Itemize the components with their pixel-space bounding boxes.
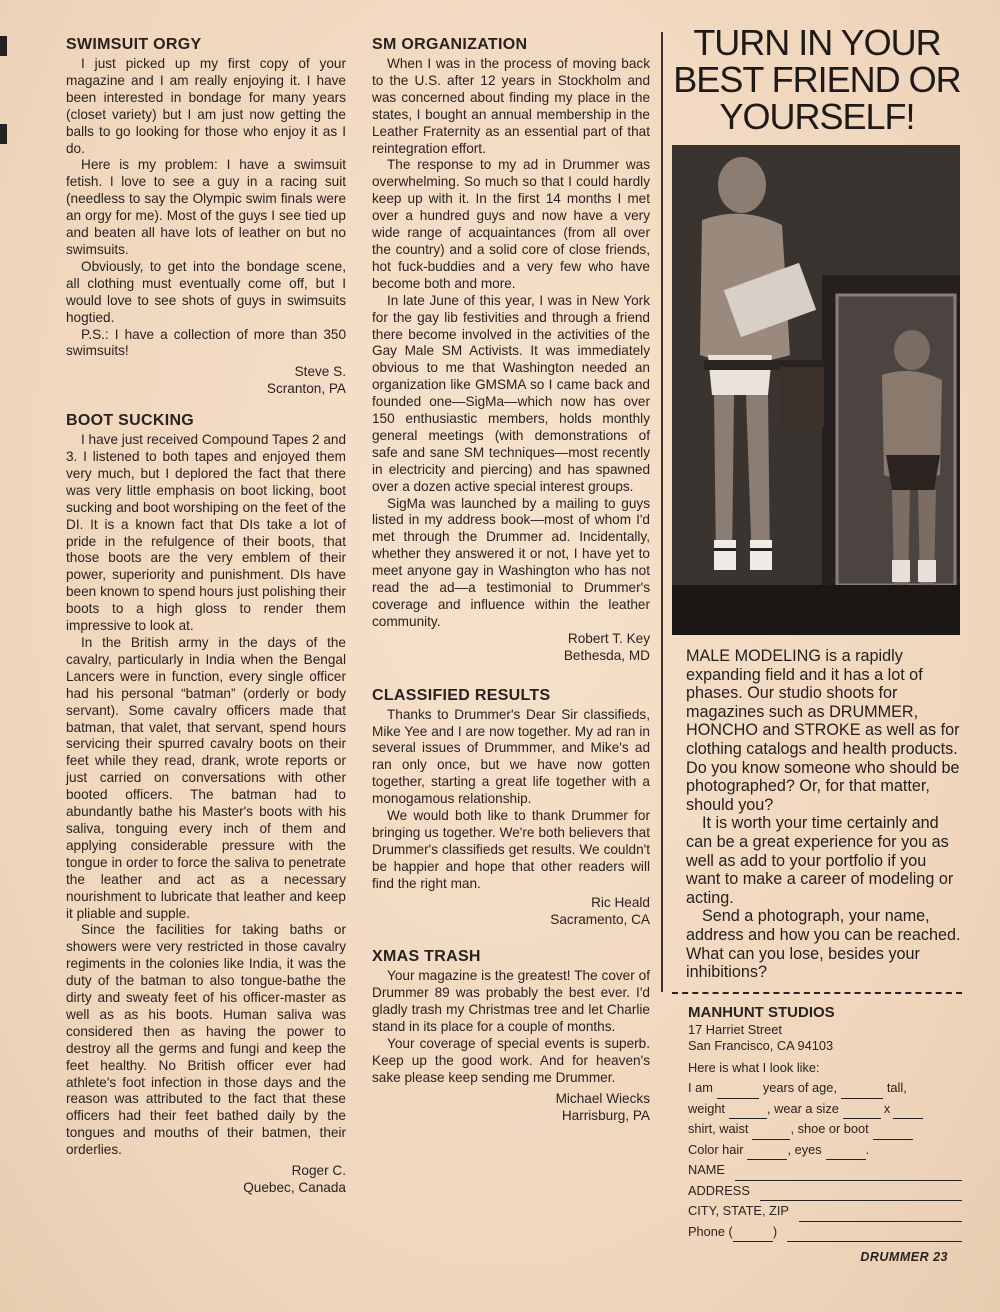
city-state-zip-field[interactable]: [799, 1209, 962, 1222]
phone-field[interactable]: [787, 1229, 962, 1242]
letter-paragraph: Your coverage of special events is superb. Keep up the good work. And for heaven's sake please keep sending me Drummer.: [372, 1036, 650, 1085]
page-folio: DRUMMER 23: [860, 1250, 948, 1264]
coupon-line-color: [688, 1140, 962, 1161]
coupon-label: shirt, waist: [688, 1121, 749, 1137]
letter-paragraph: I just picked up my first copy of your magazine and I am really enjoying it. I have been interested in bondage for many years (closet variety) but I am just now getting the balls to go looking for those who enjoy it as I do.: [66, 56, 346, 156]
print-edge-mark: [0, 124, 7, 144]
coupon-label: ): [772, 1223, 778, 1239]
letter-signature-name: Ric Heald: [591, 894, 650, 910]
letter-paragraph: The response to my ad in Drummer was overwhelming. So much so that I could hardly keep up with it. In the first 14 months I met over a hundred guys and now have a very wide range of acquaintances (from all over the country) and a solid core of close friends, hot fuck-buddies and a very few who have become both and more.: [372, 157, 650, 291]
coupon-line-address: [688, 1181, 962, 1202]
letter-paragraph: Your magazine is the greatest! The cover of Drummer 89 was probably the best ever. I'd gladly trash my Christmas tree and let Charlie stand in its place for a couple of months.: [372, 968, 650, 1035]
column-divider: [661, 32, 663, 992]
letter-paragraph: Since the facilities for taking baths or showers were very restricted in those cavalry regiments in the colonies like India, it was the duty of the batman to also tongue-bathe the dirty and sweaty feet of his officer-master as well as as his boots. Human saliva was considered then as having the power to destroy all the germs and fungi and keep the feet healthy. No British officer ever had athlete's foot infection in those days and the reason was attributed to the fact that these officers had their feet bathed daily by the tongues and mouths of their batmen, their orderlies.: [66, 922, 346, 1158]
letter-signature-name: Michael Wiecks: [555, 1090, 650, 1106]
letter-signature-name: Robert T. Key: [567, 630, 650, 646]
coupon-label: Color hair: [688, 1141, 744, 1157]
coupon-line-weight: [688, 1099, 962, 1120]
letter-paragraph: In late June of this year, I was in New York for the gay lib festivities and through a friend there become involved in the activities of the Gay Male SM Activists. It was immediately obvious to me that Washington needed an organization like GMSMA so I came back and founded one—SigMa—which now has over 150 enthusiastic members, holds monthly general meetings (with demonstrations of safe and sane SM techniques—most recently in electricity and piercing) and has spawned over a dozen active special interest groups.: [372, 292, 650, 494]
letter-paragraph: In the British army in the days of the cavalry, particularly in India when the Bengal Lancers were in function, every single officer had his personal “batman” (orderly or body servant). Some cavalry officers made that batman, that valet, that servant, spend hours servicing their spurred cavalry boots on their feet while they read, drank, wrote reports or just carried on conversations with other booted officers. The batman had to abundantly bathe his Master's boots with his saliva, tonguing every inch of them and applying considerable pressure with the tongue in order to force the saliva to penetrate the leather and act as a necessary nourishment to lubricate that leather and keep it pliable and supple.: [66, 635, 346, 921]
coupon-intro: Here is what I look like:: [688, 1059, 820, 1075]
coupon-line-city: [688, 1201, 962, 1222]
letter-signature-place: Quebec, Canada: [243, 1180, 346, 1195]
letter-title: SWIMSUIT ORGY: [66, 36, 202, 53]
ad-photograph: [672, 145, 960, 635]
coupon-label: I am: [688, 1080, 713, 1096]
modeling-advertisement: [672, 24, 962, 1242]
coupon-line-name: [688, 1160, 962, 1181]
letter-swimsuit-orgy: [66, 36, 346, 398]
letter-title: CLASSIFIED RESULTS: [372, 686, 551, 704]
letter-signature-place: Sacramento, CA: [550, 911, 650, 927]
letter-title: XMAS TRASH: [372, 948, 481, 966]
letter-paragraph: We would both like to thank Drummer for bringing us together. We're both believers that Drummer's classifieds get results. We couldn't be happier and hope that other readers will find the right man.: [372, 808, 650, 891]
letters-column-1: [66, 36, 346, 1211]
area-code-field[interactable]: [733, 1229, 773, 1242]
ad-headline: BEST FRIEND OR: [673, 59, 961, 100]
letter-title: BOOT SUCKING: [66, 412, 195, 430]
letter-paragraph: Here is my problem: I have a swimsuit fetish. I love to see a guy in a racing suit (needless to say the Olympic swim finals were an orgy for me). Most of the guys I see tied up and beaten all have lots of leather on but no swimsuits.: [66, 157, 346, 257]
coupon-label: NAME: [688, 1162, 725, 1178]
coupon-cut-line: [672, 992, 962, 994]
waist-field[interactable]: [752, 1127, 790, 1140]
coupon-label: Phone (: [688, 1223, 733, 1239]
coupon-label: tall,: [886, 1080, 907, 1096]
letters-column-2: [372, 36, 650, 1139]
shoe-field[interactable]: [873, 1127, 913, 1140]
height-field[interactable]: [841, 1086, 883, 1099]
letter-boot-sucking: [66, 412, 346, 1197]
print-edge-mark: [0, 36, 7, 56]
coupon-label: ADDRESS: [688, 1182, 750, 1198]
letter-paragraph: Thanks to Drummer's Dear Sir classifieds, Mike Yee and I are now together. My ad ran in several issues of Drummmer, and Mike's ad ran only once, but we have now gotten together, starting a great life together with a monogamous relationship.: [372, 706, 650, 807]
letter-title: SM ORGANIZATION: [372, 36, 528, 53]
ad-headline: YOURSELF!: [719, 96, 915, 137]
letter-signature-place: Bethesda, MD: [563, 647, 650, 663]
ad-paragraph: It is worth your time certainly and can be a great experience for you as well as add to your portfolio if you want to make a career of modeling or acting.: [686, 814, 954, 907]
coupon-line-shirt: [688, 1119, 962, 1140]
letter-xmas-trash: [372, 948, 650, 1124]
coupon-studio-name: MANHUNT STUDIOS: [688, 1003, 835, 1021]
coupon-label: weight: [688, 1100, 725, 1116]
letter-sm-organization: [372, 36, 650, 665]
coupon-city: San Francisco, CA 94103: [688, 1037, 834, 1053]
letter-signature-name: Roger C.: [291, 1163, 346, 1179]
age-field[interactable]: [717, 1086, 759, 1099]
letter-signature-place: Harrisburg, PA: [561, 1107, 650, 1123]
letter-paragraph: SigMa was launched by a mailing to guys listed in my address book—most of whom I'd met through the Drummer ad. Incidentally, whether they answered it or not, I have yet to meet anyone gay in Washington who has not read the ad—a testimonial to Drummer's coverage and influence within the leather community.: [372, 495, 650, 629]
ad-headline: TURN IN YOUR: [693, 22, 941, 63]
coupon-line-phone: [688, 1222, 962, 1243]
letter-classified-results: [372, 687, 650, 929]
letter-signature-name: Steve S.: [294, 364, 346, 380]
coupon-label: , eyes: [787, 1141, 822, 1157]
letter-paragraph: I have just received Compound Tapes 2 and 3. I listened to both tapes and enjoyed them very much, but I deplored the fact that there was very little emphasis on boot licking, boot sucking and boot worshiping on the feet of the DI. It is a known fact that DIs take a lot of pride in the refulgence of their boots, that those boots are the very emblem of their power, superiority and punishment. DIs have been known to spend hours just polishing their boots to a high gloss to render them impressive to look at.: [66, 432, 346, 634]
coupon-line-age: [688, 1078, 962, 1099]
coupon-label: , shoe or boot: [790, 1121, 869, 1137]
weight-field[interactable]: [729, 1106, 767, 1119]
size-field[interactable]: [843, 1106, 881, 1119]
coupon-label: CITY, STATE, ZIP: [688, 1203, 789, 1219]
model-photo-illustration: [672, 145, 960, 635]
ad-paragraph: MALE MODELING is a rapidly expanding field and it has a lot of phases. Our studio shoots for magazines such as DRUMMER, HONCHO and STROKE as well as for clothing catalogs and health products. Do you know someone who should be photographed? Or, for that matter, should you?: [686, 647, 960, 814]
coupon-label: .: [865, 1141, 870, 1157]
address-field[interactable]: [760, 1188, 962, 1201]
eye-color-field[interactable]: [826, 1147, 866, 1160]
name-field[interactable]: [735, 1168, 962, 1181]
letter-paragraph: P.S.: I have a collection of more than 350 swimsuits!: [66, 326, 346, 359]
letter-paragraph: When I was in the process of moving back to the U.S. after 12 years in Stockholm and was concerned about finding my place in the states, I bought an annual membership in the Leather Fraternity as an essential part of that reintegration effort.: [372, 56, 650, 156]
coupon-street: 17 Harriet Street: [688, 1021, 782, 1037]
ad-paragraph: Send a photograph, your name, address and how you can be reached. What can you lose, besides your inhibitions?: [686, 907, 961, 982]
size-second-field[interactable]: [893, 1106, 923, 1119]
coupon-label: x: [883, 1100, 891, 1116]
coupon-label: , wear a size: [767, 1100, 839, 1116]
coupon-form: [688, 1004, 962, 1243]
coupon-label: years of age,: [762, 1080, 837, 1096]
letter-paragraph: Obviously, to get into the bondage scene, all clothing must eventually come off, but I would love to see shots of guys in swimsuits hogtied.: [66, 258, 346, 325]
letter-signature-place: Scranton, PA: [266, 381, 346, 397]
hair-color-field[interactable]: [747, 1147, 787, 1160]
